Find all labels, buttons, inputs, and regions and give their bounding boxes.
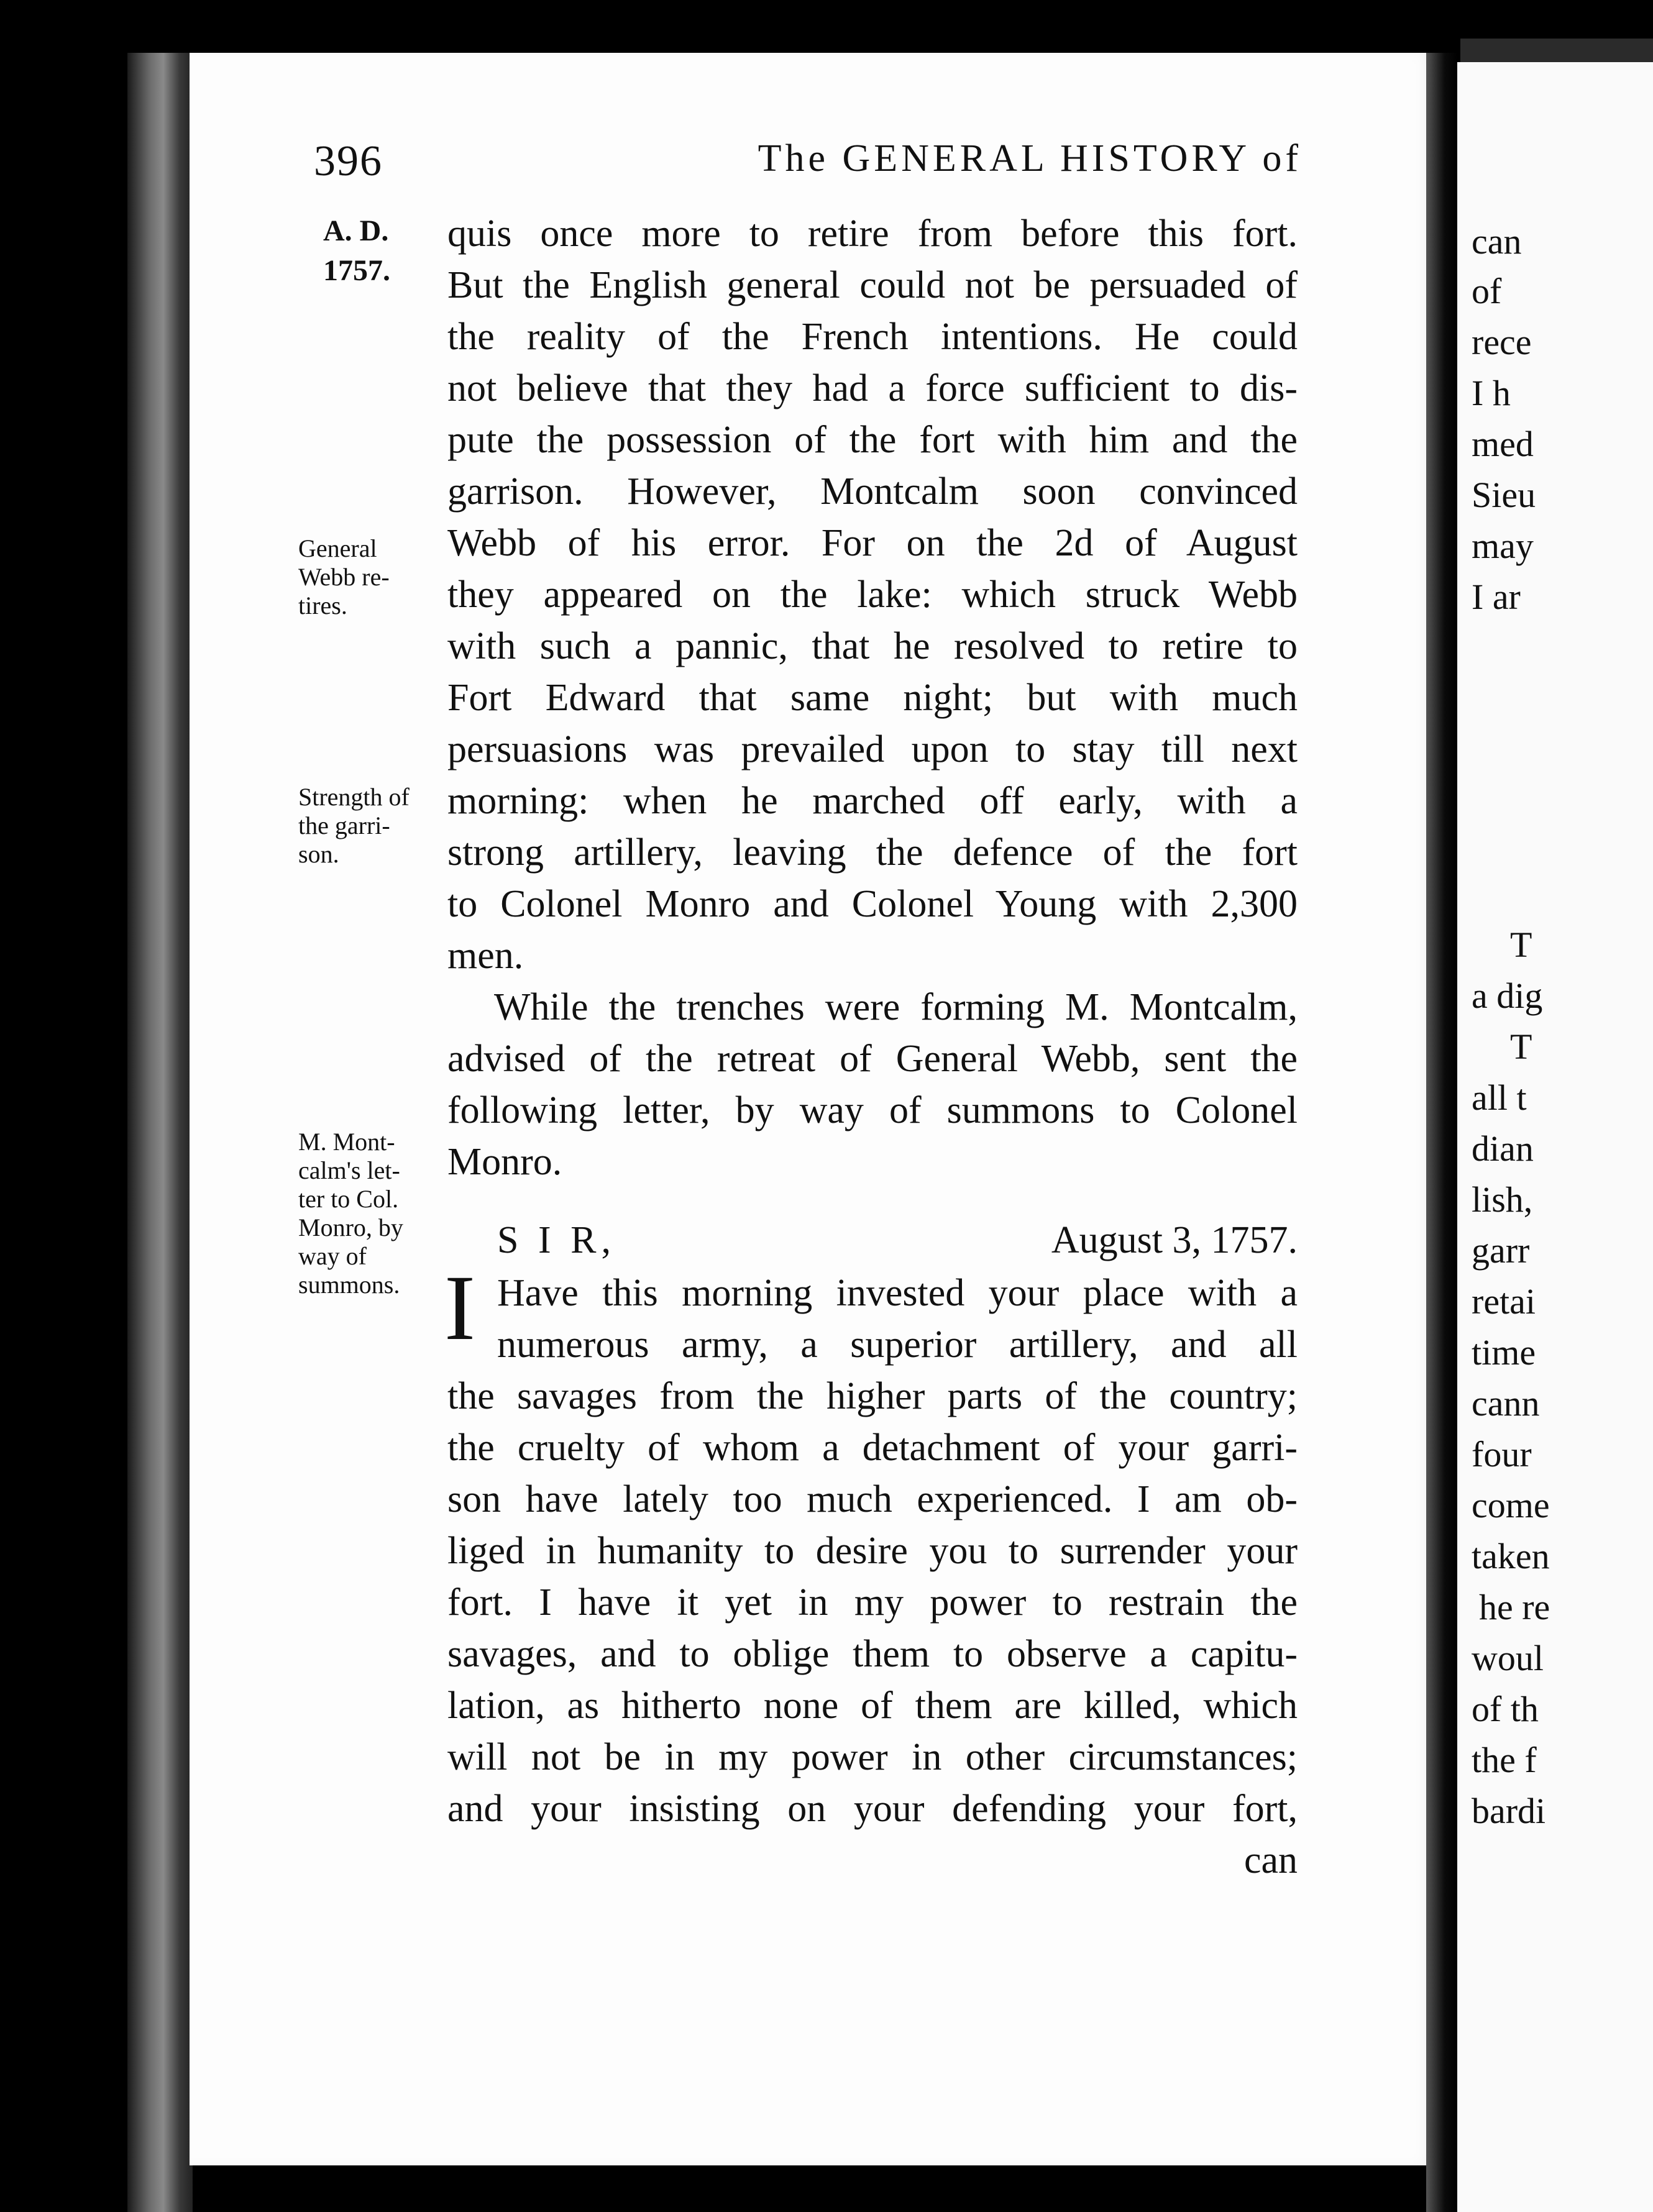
right-page-fragment: dian [1472, 1128, 1534, 1169]
right-page-fragment: four [1472, 1434, 1532, 1474]
body-line: following letter, by way of summons to Colonel [447, 1089, 1298, 1131]
margin-note-line: tires. [298, 592, 347, 619]
running-title: The GENERAL HISTORY of [758, 137, 1302, 180]
letter-line: fort. I have it yet in my power to restrain the [447, 1581, 1298, 1624]
right-page-fragment: retai [1472, 1281, 1536, 1322]
right-page-edge [1460, 39, 1653, 63]
margin-note-line: summons. [298, 1271, 400, 1299]
letter-line: the cruelty of whom a detachment of your garri- [447, 1427, 1298, 1469]
body-line: quis once more to retire from before this fort. [447, 213, 1298, 255]
right-page-fragment: T [1510, 925, 1532, 965]
margin-year-line: A. D. [323, 214, 389, 247]
body-line: morning: when he marched off early, with a [447, 780, 1298, 822]
letter-heading [447, 1215, 1298, 1266]
page-header [314, 137, 1302, 193]
body-line: While the trenches were forming M. Montcalm, [494, 986, 1298, 1028]
right-page-fragment: taken [1472, 1536, 1550, 1576]
margin-note-line: ter to Col. [298, 1185, 399, 1213]
right-page-fragment: lish, [1472, 1179, 1533, 1220]
right-page-fragment: the f [1472, 1740, 1537, 1780]
margin-note-line: M. Mont- [298, 1128, 395, 1156]
letter-line: son have lately too much experienced. I am ob- [447, 1478, 1298, 1520]
margin-note-line: the garri- [298, 811, 390, 839]
letter-line: and your insisting on your defending your fort, [447, 1788, 1298, 1830]
right-page-fragment: I h [1472, 373, 1511, 413]
body-line: they appeared on the lake: which struck Webb [447, 574, 1298, 616]
book-spine-shadow [127, 53, 193, 2212]
body-line: the reality of the French intentions. He could [447, 316, 1298, 358]
body-line: strong artillery, leaving the defence of the fort [447, 831, 1298, 874]
body-line: Monro. [447, 1141, 562, 1183]
right-page-fragment: come [1472, 1485, 1550, 1525]
right-page-fragment: cann [1472, 1383, 1540, 1424]
body-line: men. [447, 935, 524, 977]
right-page-fragment: garr [1472, 1230, 1530, 1271]
letter-line: numerous army, a superior artillery, and all [497, 1323, 1298, 1366]
right-page-fragment: time [1472, 1332, 1536, 1373]
right-page-fragment: bardi [1472, 1791, 1546, 1831]
letter-date: August 3, 1757. [1051, 1219, 1298, 1261]
margin-year-line: 1757. [323, 254, 390, 287]
right-page-fragment: woul [1472, 1638, 1544, 1678]
right-page-fragment: I ar [1472, 577, 1521, 617]
letter-dropcap: I [444, 1256, 475, 1360]
catchword: can [1243, 1839, 1298, 1881]
margin-note-montcalm-letter [298, 1128, 444, 1299]
body-line: Webb of his error. For on the 2d of August [447, 522, 1298, 564]
margin-note-line: General [298, 534, 377, 562]
letter-line: savages, and to oblige them to observe a capitu- [447, 1633, 1298, 1675]
margin-note-line: Monro, by [298, 1213, 403, 1241]
page-gutter [1426, 53, 1457, 2212]
letter-line: Have this morning invested your place with a [497, 1272, 1298, 1314]
page-number: 396 [314, 137, 383, 185]
right-page-fragment: he re [1479, 1587, 1550, 1627]
right-page-fragment: Sieu [1472, 475, 1536, 515]
body-line: with such a pannic, that he resolved to retire to [447, 625, 1298, 667]
right-page-fragment: rece [1472, 322, 1532, 362]
body-line: persuasions was prevailed upon to stay till next [447, 728, 1298, 770]
right-page-fragment: T [1510, 1026, 1532, 1067]
letter-line: will not be in my power in other circumstances; [447, 1736, 1298, 1778]
letter-line: the savages from the higher parts of the country; [447, 1375, 1298, 1417]
margin-note-line: way of [298, 1242, 367, 1270]
margin-year [323, 211, 390, 291]
margin-note-line: Webb re- [298, 563, 390, 591]
margin-note-line: son. [298, 840, 339, 868]
margin-note-strength [298, 783, 444, 869]
letter-salutation: S I R, [497, 1219, 616, 1261]
margin-note-line: Strength of [298, 783, 410, 811]
body-line: Fort Edward that same night; but with much [447, 677, 1298, 719]
letter-line: lation, as hitherto none of them are killed, which [447, 1684, 1298, 1727]
margin-note-line: calm's let- [298, 1156, 400, 1184]
body-line: garrison. However, Montcalm soon convinced [447, 470, 1298, 513]
right-page-fragment: may [1472, 526, 1534, 566]
letter-line: liged in humanity to desire you to surrender your [447, 1530, 1298, 1572]
right-page-fragment: med [1472, 424, 1534, 464]
body-line: pute the possession of the fort with him and the [447, 419, 1298, 461]
body-line: But the English general could not be persuaded of [447, 264, 1298, 306]
body-line: advised of the retreat of General Webb, sent the [447, 1038, 1298, 1080]
right-page-fragment: of th [1472, 1689, 1539, 1729]
right-page-fragment: all t [1472, 1077, 1527, 1118]
body-line: not believe that they had a force sufficient to dis- [447, 367, 1298, 409]
margin-note-webb-retires [298, 534, 444, 620]
body-line: to Colonel Monro and Colonel Young with 2,300 [447, 883, 1298, 925]
right-page-fragment: of [1472, 271, 1502, 311]
right-page-fragment: a dig [1472, 976, 1543, 1016]
right-page-fragment: can [1472, 221, 1522, 262]
